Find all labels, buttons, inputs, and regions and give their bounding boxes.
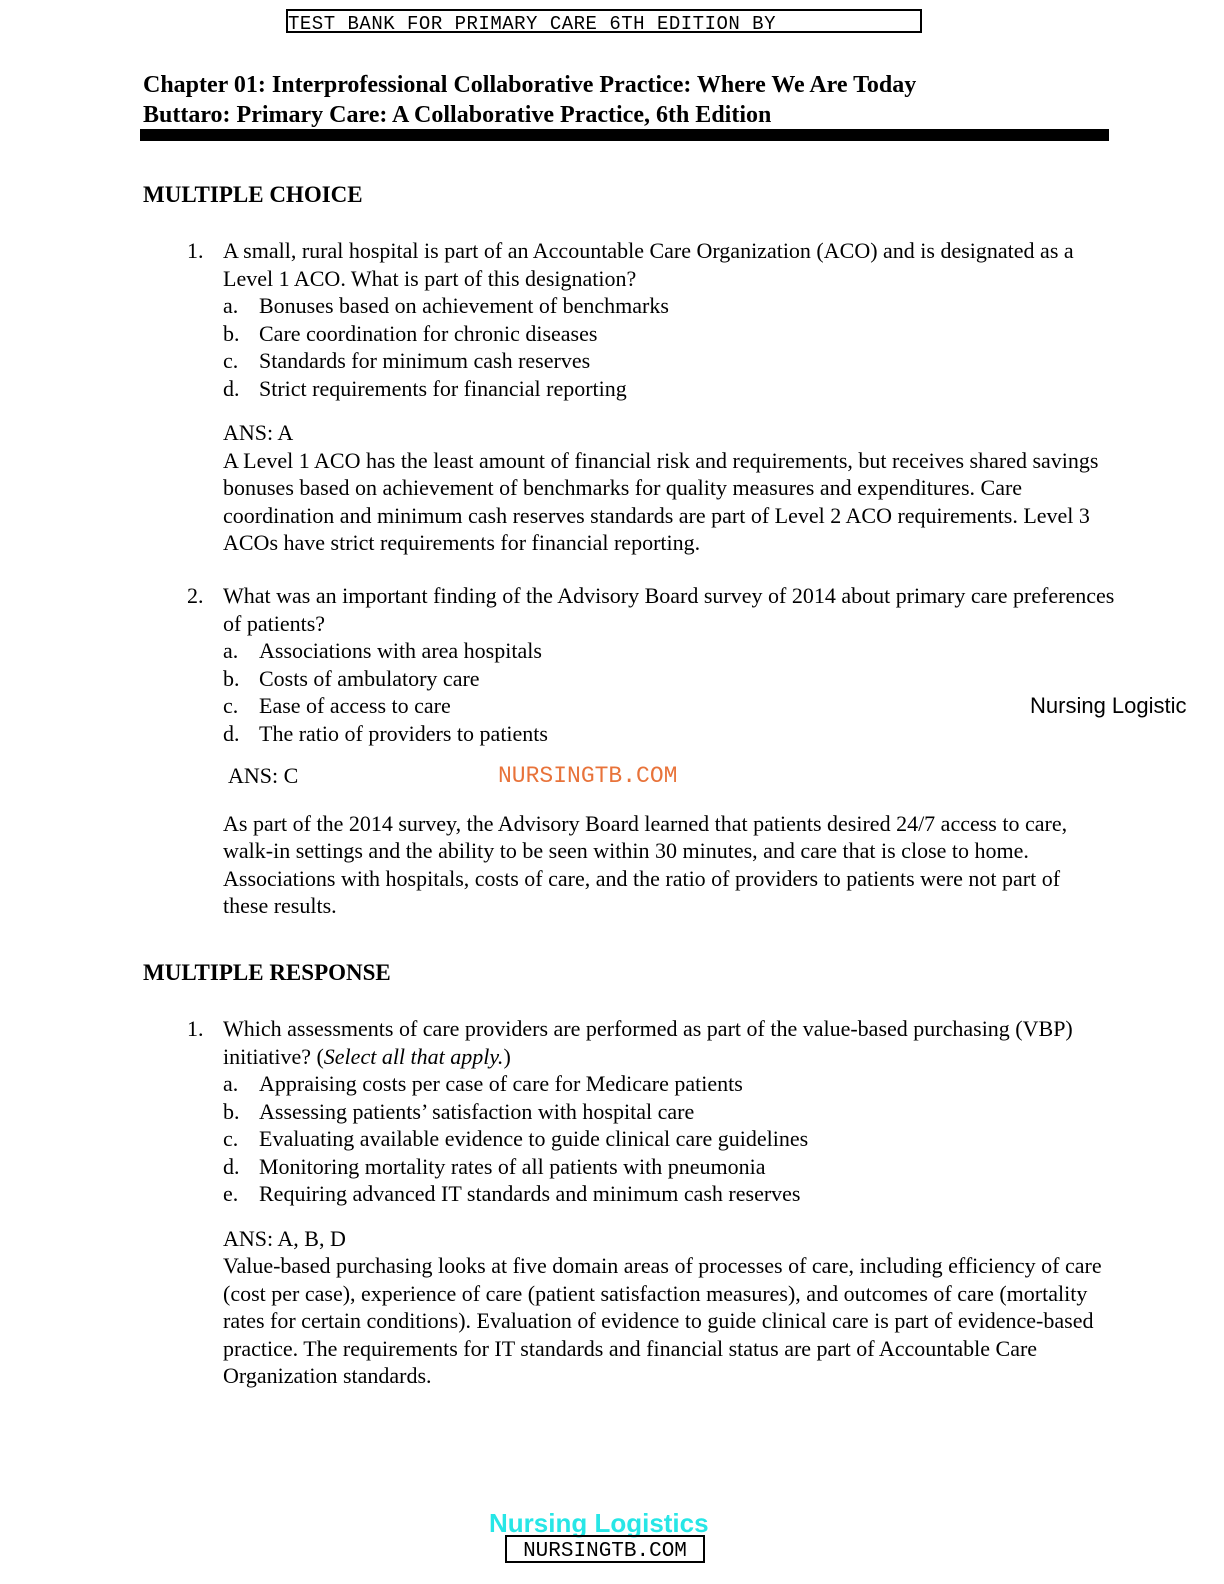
question-number: 1. xyxy=(187,238,204,263)
option-a xyxy=(223,637,1123,665)
option-text: Strict requirements for financial reporting xyxy=(259,375,627,401)
option-b xyxy=(223,665,1123,693)
question-stem: What was an important finding of the Advisory Board survey of 2014 about primary care preferences of patients? xyxy=(223,583,1115,636)
section-heading-multiple-response: MULTIPLE RESPONSE xyxy=(143,960,391,985)
stem-close: ) xyxy=(503,1043,511,1069)
option-c xyxy=(223,692,1123,720)
question-stem xyxy=(223,1015,1123,1070)
option-letter: c. xyxy=(223,1126,239,1151)
footer-logo-text: Nursing Logistics xyxy=(489,1508,709,1538)
section-heading-multiple-choice: MULTIPLE CHOICE xyxy=(143,182,363,207)
question-mr-1 xyxy=(143,1015,1123,1390)
rationale: A Level 1 ACO has the least amount of financial risk and requirements, but receives shared savings bonuses based on achievement of benchmarks for quality measures and expenditures. Care coordination and minimum cash reserves standards are part of Level 2 ACO requirements. Level 3 ACOs have strict requirements for financial reporting. xyxy=(223,447,1099,555)
option-text: Costs of ambulatory care xyxy=(259,665,480,691)
option-a xyxy=(223,292,1123,320)
option-letter: b. xyxy=(223,1098,240,1124)
option-text: Monitoring mortality rates of all patients with pneumonia xyxy=(259,1153,766,1179)
option-text: Bonuses based on achievement of benchmarks xyxy=(259,293,669,318)
header-banner: TEST BANK FOR PRIMARY CARE 6TH EDITION BY xyxy=(286,9,922,33)
footer-site-box: NURSINGTB.COM xyxy=(505,1535,705,1563)
question-mc-2 xyxy=(143,582,1123,920)
answer: ANS: C xyxy=(228,763,299,788)
question-number: 2. xyxy=(187,583,204,608)
option-b xyxy=(223,320,1123,348)
chapter-title: Chapter 01: Interprofessional Collaborative Practice: Where We Are Today xyxy=(143,72,917,98)
question-stem: A small, rural hospital is part of an Accountable Care Organization (ACO) and is designated as a Level 1 ACO. What is part of this designation? xyxy=(223,238,1074,291)
option-text: Evaluating available evidence to guide clinical care guidelines xyxy=(259,1126,809,1151)
option-text: Standards for minimum cash reserves xyxy=(259,348,591,373)
watermark-site: NURSINGTB.COM xyxy=(498,763,678,789)
option-a xyxy=(223,1070,1123,1098)
option-letter: c. xyxy=(223,693,239,718)
rationale: As part of the 2014 survey, the Advisory Board learned that patients desired 24/7 access to care, walk-in settings and the ability to be seen within 30 minutes, and care that is close to home. Associations with hospitals, costs of care, and the ratio of providers to patients were not part of these results. xyxy=(223,810,1068,918)
option-e xyxy=(223,1180,1123,1208)
question-number: 1. xyxy=(187,1016,204,1041)
option-text: Care coordination for chronic diseases xyxy=(259,320,598,346)
option-letter: b. xyxy=(223,320,240,346)
option-letter: a. xyxy=(223,1071,239,1096)
book-title: Buttaro: Primary Care: A Collaborative Practice, 6th Edition xyxy=(143,102,772,128)
option-d xyxy=(223,1153,1123,1181)
option-letter: d. xyxy=(223,720,240,746)
option-letter: d. xyxy=(223,1153,240,1179)
rationale: Value-based purchasing looks at five domain areas of processes of care, including efficiency of care (cost per case), experience of care (patient satisfaction measures), and outcomes of care (mortality rates for certain conditions). Evaluation of evidence to guide clinical care is part of evidence-based practice. The requirements for IT standards and financial status are part of Accountable Care Organization standards. xyxy=(223,1253,1102,1388)
option-text: Associations with area hospitals xyxy=(259,638,542,663)
option-b xyxy=(223,1098,1123,1126)
option-letter: a. xyxy=(223,638,239,663)
option-c xyxy=(223,347,1123,375)
option-d xyxy=(223,720,1123,748)
option-text: The ratio of providers to patients xyxy=(259,720,548,746)
title-divider xyxy=(140,129,1109,141)
option-letter: d. xyxy=(223,375,240,401)
answer: ANS: A xyxy=(223,420,294,445)
option-c xyxy=(223,1125,1123,1153)
option-letter: e. xyxy=(223,1181,239,1206)
option-text: Appraising costs per case of care for Medicare patients xyxy=(259,1071,743,1096)
option-text: Ease of access to care xyxy=(259,693,451,718)
option-d xyxy=(223,375,1123,403)
answer: ANS: A, B, D xyxy=(223,1225,346,1251)
stem-text: Which assessments of care providers are performed as part of the value-based purchasing (VBP) initiative? ( xyxy=(223,1016,1073,1069)
option-text: Assessing patients’ satisfaction with hospital care xyxy=(259,1098,695,1124)
watermark-nursing-logistic: Nursing Logistic xyxy=(1030,693,1187,718)
option-letter: a. xyxy=(223,293,239,318)
option-text: Requiring advanced IT standards and minimum cash reserves xyxy=(259,1181,801,1206)
option-letter: c. xyxy=(223,348,239,373)
option-letter: b. xyxy=(223,665,240,691)
stem-instruction: Select all that apply. xyxy=(323,1043,504,1069)
question-mc-1 xyxy=(143,237,1123,557)
